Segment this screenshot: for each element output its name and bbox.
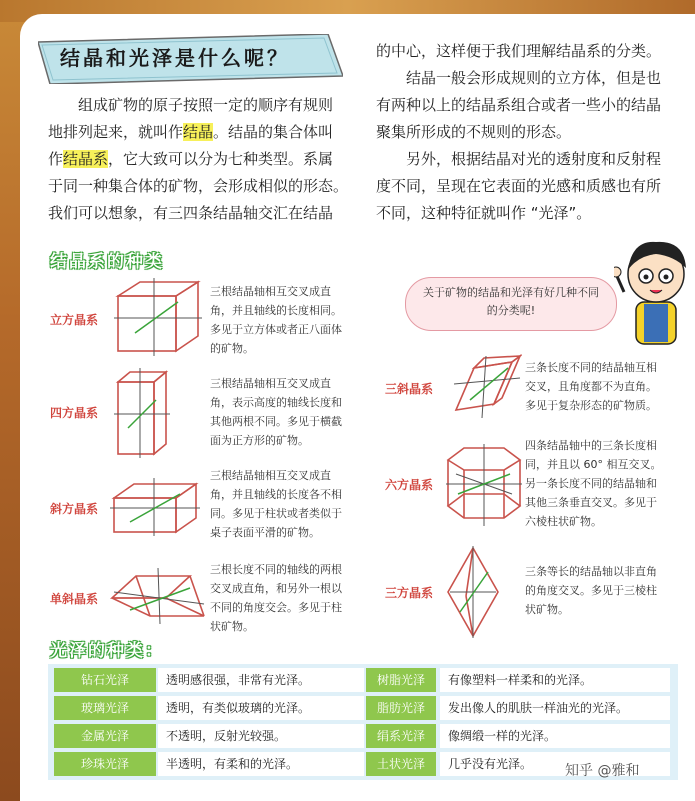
- speech-bubble-text: 关于矿物的结晶和光泽有好几种不同的分类呢!: [423, 286, 599, 317]
- crystal-label-hexagonal: 六方晶系: [385, 478, 434, 492]
- left-paragraph: [48, 92, 358, 227]
- left-line-1: 组成矿物的原子按照一定的顺序有规则: [78, 96, 334, 114]
- crystal-desc-trigonal: 三条等长的结晶轴以非直角 的角度交叉。多见于三棱柱 状矿物。: [525, 565, 657, 616]
- luster-name-resin: 树脂光泽: [366, 668, 436, 692]
- luster-name-metal: 金属光泽: [54, 724, 156, 748]
- luster-desc-glass: 透明，有类似玻璃的光泽。: [158, 696, 364, 720]
- crystal-desc-hexagonal: 四条结晶轴中的三条长度相 同，并且以 60° 相互交叉。 另一条长度不同的结晶轴和 其他三条垂直交叉。多见于 六棱柱状矿物。: [525, 439, 662, 528]
- cubic-crystal-icon: [110, 278, 205, 358]
- luster-desc-metal: 不透明，反射光较强。: [158, 724, 364, 748]
- luster-desc-pearl: 半透明，有柔和的光泽。: [158, 752, 364, 776]
- highlight-jiejingxi: 结晶系: [63, 150, 109, 168]
- crystal-desc-cubic: 三根结晶轴相互交叉成直 角，并且轴线的长度相同。 多见于立方体或者正八面体 的矿物。: [210, 285, 342, 355]
- hexagonal-crystal-icon: [444, 444, 524, 528]
- crystal-desc-orthorhombic: 三根结晶轴相互交叉成直 角，并且轴线的长度各不相 同。多见于柱状或者类似于 桌子表面平滑的矿物。: [210, 469, 342, 539]
- left-line-4: 于同一种集合体的矿物，会形成相似的形态。: [48, 177, 349, 195]
- luster-name-fat: 脂肪光泽: [366, 696, 436, 720]
- right-line-4: 聚集所形成的不规则的形态。: [376, 123, 572, 141]
- luster-heading: 光泽的种类：: [50, 641, 164, 661]
- crystal-desc-triclinic: 三条长度不同的结晶轴互相 交叉，且角度都不为直角。 多见于复杂形态的矿物质。: [525, 361, 657, 412]
- crystal-label-trigonal: 三方晶系: [385, 586, 434, 600]
- left-line-2: 地排列起来，就叫作结晶。结晶的集合体叫: [48, 123, 334, 141]
- monoclinic-crystal-icon: [108, 566, 208, 626]
- right-line-7: 不同，这种特征就叫作 “光泽”。: [376, 204, 592, 222]
- left-line-3: 作结晶系，它大致可以分为七种类型。系属: [48, 150, 334, 168]
- luster-name-glass: 玻璃光泽: [54, 696, 156, 720]
- luster-desc-resin: 有像塑料一样柔和的光泽。: [440, 668, 670, 692]
- watermark: 知乎 @雅和: [565, 763, 640, 779]
- page-title: 结晶和光泽是什么呢？: [60, 46, 290, 70]
- tetragonal-crystal-icon: [112, 368, 172, 458]
- luster-name-diamond: 钻石光泽: [54, 668, 156, 692]
- right-paragraph: [376, 38, 686, 227]
- right-line-2: 结晶一般会形成规则的立方体，但是也: [406, 69, 662, 87]
- right-line-6: 度不同，呈现在它表面的光感和质感也有所: [376, 177, 662, 195]
- highlight-jiejing: 结晶: [183, 123, 214, 141]
- luster-name-silk: 绢系光泽: [366, 724, 436, 748]
- crystal-desc-tetragonal: 三根结晶轴相互交叉成直 角，表示高度的轴线长度和 其他两根不同。多见于横截 面为正方形的矿物。: [210, 377, 342, 447]
- crystal-label-cubic: 立方晶系: [50, 313, 99, 327]
- crystal-label-orthorhombic: 斜方晶系: [50, 502, 99, 516]
- luster-desc-diamond: 透明感很强，非常有光泽。: [158, 668, 364, 692]
- luster-desc-silk: 像绸缎一样的光泽。: [440, 724, 670, 748]
- crystal-system-heading: 结晶系的种类: [50, 252, 164, 272]
- trigonal-crystal-icon: [446, 546, 500, 638]
- left-line-5: 我们可以想象，有三四条结晶轴交汇在结晶: [48, 204, 334, 222]
- triclinic-crystal-icon: [452, 354, 522, 424]
- crystal-label-tetragonal: 四方晶系: [50, 406, 99, 420]
- crystal-desc-monoclinic: 三根长度不同的轴线的两根 交叉成直角，和另外一根以 不同的角度交会。多见于柱 状矿物。: [210, 563, 342, 633]
- luster-desc-fat: 发出像人的肌肤一样油光的光泽。: [440, 696, 670, 720]
- luster-name-pearl: 珍珠光泽: [54, 752, 156, 776]
- orthorhombic-crystal-icon: [108, 478, 203, 538]
- luster-desc-earthy: 几乎没有光泽。: [440, 752, 670, 776]
- crystal-label-triclinic: 三斜晶系: [385, 382, 434, 396]
- right-line-1: 的中心，这样便于我们理解结晶系的分类。: [376, 42, 662, 60]
- right-line-5: 另外，根据结晶对光的透射度和反射程: [406, 150, 662, 168]
- boy-character-icon: [614, 232, 694, 350]
- crystal-label-monoclinic: 单斜晶系: [50, 592, 99, 606]
- right-line-3: 有两种以上的结晶系组合或者一些小的结晶: [376, 96, 662, 114]
- luster-name-earthy: 土状光泽: [366, 752, 436, 776]
